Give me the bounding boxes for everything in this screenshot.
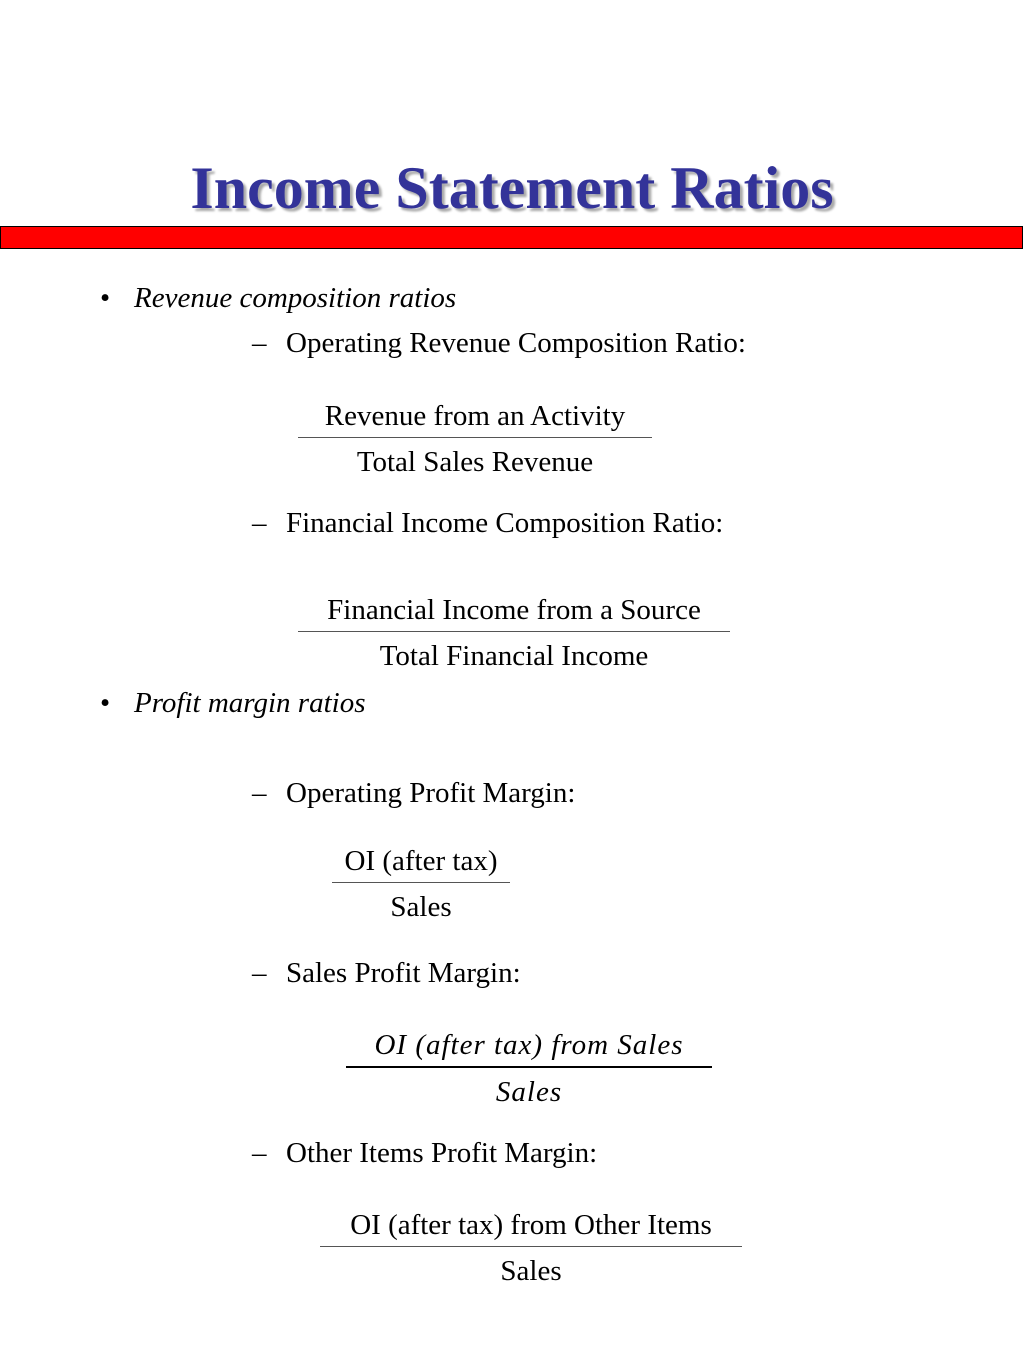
item-sales-profit-margin: [252, 955, 521, 991]
fraction-denominator: Sales: [500, 1255, 562, 1287]
fraction-denominator: Total Financial Income: [379, 640, 649, 672]
fraction-operating-revenue-composition: [298, 398, 652, 480]
title-divider-bar: [0, 226, 1023, 249]
bullet-icon: •: [100, 687, 111, 719]
dash-icon: –: [252, 507, 267, 539]
item-operating-profit-margin: [252, 775, 575, 811]
bullet-label: Revenue composition ratios: [134, 282, 457, 314]
fraction-numerator: OI (after tax) from Other Items: [350, 1209, 712, 1241]
bullet-profit-margin: [100, 685, 366, 721]
item-label: Sales Profit Margin:: [286, 957, 521, 989]
fraction-denominator: Total Sales Revenue: [356, 446, 594, 478]
item-financial-income-composition: [252, 505, 723, 541]
fraction-numerator: OI (after tax): [344, 845, 498, 877]
item-label: Operating Profit Margin:: [286, 777, 576, 809]
fraction-other-items-profit-margin: [320, 1207, 742, 1289]
item-label: Financial Income Composition Ratio:: [286, 507, 724, 539]
dash-icon: –: [252, 777, 267, 809]
item-label: Operating Revenue Composition Ratio:: [286, 327, 746, 359]
item-operating-revenue-composition: [252, 325, 746, 361]
fraction-denominator: Sales: [495, 1076, 563, 1108]
fraction-financial-income-composition: [298, 592, 730, 674]
dash-icon: –: [252, 327, 267, 359]
fraction-operating-profit-margin: [332, 843, 510, 925]
item-label: Other Items Profit Margin:: [286, 1137, 598, 1169]
dash-icon: –: [252, 957, 267, 989]
fraction-sales-profit-margin: [346, 1027, 712, 1110]
fraction-numerator: OI (after tax) from Sales: [374, 1029, 684, 1061]
bullet-label: Profit margin ratios: [134, 687, 366, 719]
fraction-numerator: Revenue from an Activity: [324, 400, 626, 432]
slide-title: Income Statement Ratios: [190, 155, 834, 221]
bullet-revenue-composition: [100, 280, 456, 316]
bullet-icon: •: [100, 282, 111, 314]
item-other-items-profit-margin: [252, 1135, 597, 1171]
dash-icon: –: [252, 1137, 267, 1169]
fraction-denominator: Sales: [390, 891, 452, 923]
fraction-numerator: Financial Income from a Source: [327, 594, 701, 626]
